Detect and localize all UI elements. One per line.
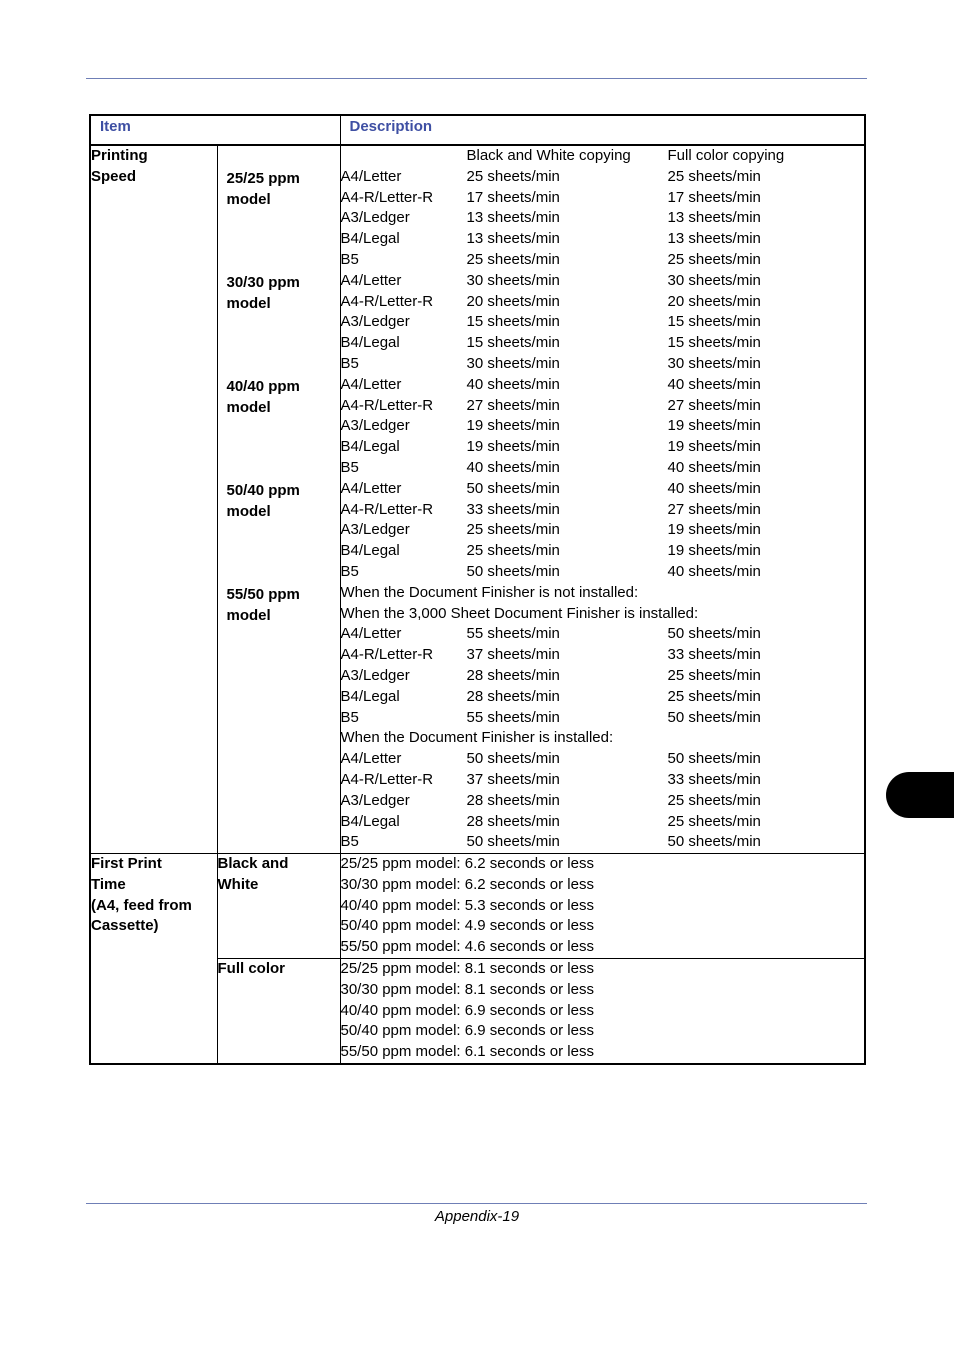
bw-speed: 13 sheets/min [466,209,560,227]
paper-size: A4/Letter [340,375,402,393]
color-speed: 25 sheets/min [667,791,761,809]
speed-row [341,770,865,791]
spec-table [89,114,866,1065]
color-speed: 25 sheets/min [667,167,761,185]
paper-size: A4-R/Letter-R [340,188,434,206]
first-print-time-line: 40/40 ppm model: 6.9 seconds or less [340,1001,594,1019]
bw-speed: 19 sheets/min [466,417,560,435]
bw-speed: 19 sheets/min [466,438,560,456]
color-speed: 40 sheets/min [667,479,761,497]
page-number: Appendix-19 [434,1208,520,1225]
model-label-line: 30/30 ppm [226,273,300,291]
bw-speed: 15 sheets/min [466,313,560,331]
speed-row [341,188,865,209]
color-speed: 25 sheets/min [667,666,761,684]
color-speed: 13 sheets/min [667,230,761,248]
color-speed: 25 sheets/min [667,812,761,830]
first-print-time-line: 25/25 ppm model: 6.2 seconds or less [340,855,594,873]
bw-speed: 27 sheets/min [466,396,560,414]
item-label-line: Printing [91,147,148,164]
paper-size: A3/Ledger [340,417,410,435]
paper-size: B4/Legal [340,687,400,705]
printing-speed-label [90,145,217,854]
item-label-line: First Print [91,855,162,873]
paper-size: A4-R/Letter-R [340,396,434,414]
model-label-line: model [226,294,271,312]
bw-speed: 37 sheets/min [466,646,560,664]
bw-speed: 50 sheets/min [466,750,560,768]
color-speed: 50 sheets/min [667,833,761,851]
model-group-label [227,377,300,419]
bw-speed: 28 sheets/min [466,687,560,705]
paper-size: B5 [340,250,359,268]
first-print-time-line: 55/50 ppm model: 6.1 seconds or less [340,1043,594,1061]
paper-size: A4/Letter [340,271,402,289]
bw-speed: 50 sheets/min [466,833,560,851]
chapter-tab [886,772,954,818]
bw-speed: 55 sheets/min [466,625,560,643]
color-speed: 27 sheets/min [667,396,761,414]
color-speed: 33 sheets/min [667,770,761,788]
model-label-line: model [226,502,271,520]
paper-size: B4/Legal [340,812,400,830]
first-print-time-line: 25/25 ppm model: 8.1 seconds or less [340,960,594,978]
printing-speed-description [340,145,865,854]
color-speed: 13 sheets/min [667,209,761,227]
paper-size: B4/Legal [340,542,400,560]
color-speed: 15 sheets/min [667,313,761,331]
bw-speed: 30 sheets/min [466,354,560,372]
first-print-time-line: 55/50 ppm model: 4.6 seconds or less [340,938,594,956]
item-label-line: Cassette) [91,917,159,935]
full-color-times [340,959,865,1064]
speed-row [341,687,865,708]
color-speed: 40 sheets/min [667,458,761,476]
color-speed: 19 sheets/min [667,542,761,560]
color-speed: 50 sheets/min [667,750,761,768]
color-speed: 33 sheets/min [667,646,761,664]
finisher-note: When the Document Finisher is installed: [340,729,614,747]
finisher-note: When the 3,000 Sheet Document Finisher is installed: [340,604,699,622]
bw-speed: 50 sheets/min [466,562,560,580]
speed-row [341,541,865,562]
speed-row [341,437,865,458]
first-print-time-line: 30/30 ppm model: 6.2 seconds or less [340,875,594,893]
speed-row [341,167,865,188]
speed-row [341,375,865,396]
model-label-line: model [226,398,271,416]
paper-size: A3/Ledger [340,209,410,227]
bw-speed: 20 sheets/min [466,292,560,310]
speed-row [341,583,865,604]
color-speed: 30 sheets/min [667,271,761,289]
paper-size: A4-R/Letter-R [340,646,434,664]
model-label-line: model [226,606,271,624]
black-and-white-times [340,854,865,959]
bw-speed: 40 sheets/min [466,375,560,393]
speed-row [341,624,865,645]
speed-row [341,604,865,625]
first-print-time-line: 30/30 ppm model: 8.1 seconds or less [340,980,594,998]
speed-row [341,562,865,583]
color-speed: 27 sheets/min [667,500,761,518]
speed-row [341,708,865,729]
speed-row [341,416,865,437]
model-group-label [227,273,300,315]
speed-row [341,666,865,687]
paper-size: B5 [340,562,359,580]
speed-row [341,292,865,313]
color-speed: 30 sheets/min [667,354,761,372]
model-label-line: model [226,190,271,208]
speed-row [341,229,865,250]
model-group-label [227,585,300,627]
paper-size: B5 [340,458,359,476]
bw-speed: 33 sheets/min [466,500,560,518]
black-and-white-label [217,854,340,959]
table-header-row [90,115,865,145]
paper-size: A4/Letter [340,750,402,768]
color-speed: 50 sheets/min [667,625,761,643]
first-print-bw-row [90,854,865,959]
model-label-line: 55/50 ppm [226,585,300,603]
model-label-line: 25/25 ppm [226,169,300,187]
speed-row [341,520,865,541]
paper-size: B4/Legal [340,334,400,352]
item-label-line: (A4, feed from [91,896,192,914]
bw-speed: 25 sheets/min [466,250,560,268]
column-header [341,146,467,167]
item-label-line: Speed [91,167,137,185]
first-print-time-label [90,854,217,1064]
paper-size: A3/Ledger [340,791,410,809]
column-header: Black and White copying [466,147,631,164]
model-group-label [227,169,300,211]
color-speed: 50 sheets/min [667,708,761,726]
sub-label-line: White [217,875,259,893]
first-print-time-line: 40/40 ppm model: 5.3 seconds or less [340,896,594,914]
speed-row [341,728,865,749]
speed-row [341,749,865,770]
speed-row [341,812,865,833]
model-label-line: 40/40 ppm [226,377,300,395]
bw-speed: 30 sheets/min [466,271,560,289]
paper-size: A4-R/Letter-R [340,770,434,788]
footer-rule [86,1203,867,1204]
finisher-note: When the Document Finisher is not installed: [340,583,639,601]
paper-size: B5 [340,833,359,851]
header-item: Item [90,115,340,145]
sub-label-line: Full color [217,960,285,978]
color-speed: 17 sheets/min [667,188,761,206]
bw-speed: 55 sheets/min [466,708,560,726]
bw-speed: 25 sheets/min [466,542,560,560]
speed-row [341,479,865,500]
model-label-line: 50/40 ppm [226,481,300,499]
color-speed: 40 sheets/min [667,375,761,393]
paper-size: A3/Ledger [340,666,410,684]
first-print-time-line: 50/40 ppm model: 4.9 seconds or less [340,917,594,935]
bw-speed: 17 sheets/min [466,188,560,206]
color-speed: 20 sheets/min [667,292,761,310]
model-group-label [227,481,300,523]
speed-row [341,271,865,292]
speed-row [341,500,865,521]
color-speed: 25 sheets/min [667,250,761,268]
paper-size: B5 [340,354,359,372]
bw-speed: 25 sheets/min [466,167,560,185]
paper-size: B5 [340,708,359,726]
speed-row [341,354,865,375]
bw-speed: 28 sheets/min [466,812,560,830]
speed-row [341,458,865,479]
full-color-label [217,959,340,1064]
bw-speed: 15 sheets/min [466,334,560,352]
bw-speed: 28 sheets/min [466,791,560,809]
bw-speed: 13 sheets/min [466,230,560,248]
speed-row [341,832,865,853]
bw-speed: 50 sheets/min [466,479,560,497]
model-labels [217,145,340,854]
item-label-line: Time [91,875,126,893]
speed-row [341,312,865,333]
paper-size: A4-R/Letter-R [340,292,434,310]
color-speed: 19 sheets/min [667,438,761,456]
paper-size: A4-R/Letter-R [340,500,434,518]
paper-size: B4/Legal [340,438,400,456]
speed-row [341,645,865,666]
bw-speed: 28 sheets/min [466,666,560,684]
color-speed: 40 sheets/min [667,562,761,580]
color-speed: 19 sheets/min [667,521,761,539]
speed-row [341,208,865,229]
header-description: Description [340,115,865,145]
printing-speed-row [90,145,865,854]
speed-column-headers [341,146,865,167]
paper-size: A3/Ledger [340,521,410,539]
speed-row [341,396,865,417]
paper-size: A4/Letter [340,479,402,497]
speed-row [341,333,865,354]
color-speed: 15 sheets/min [667,334,761,352]
paper-size: A4/Letter [340,167,402,185]
bw-speed: 25 sheets/min [466,521,560,539]
sub-label-line: Black and [217,855,289,873]
header-rule [86,78,867,79]
speed-row [341,791,865,812]
paper-size: A4/Letter [340,625,402,643]
bw-speed: 37 sheets/min [466,770,560,788]
first-print-time-line: 50/40 ppm model: 6.9 seconds or less [340,1022,594,1040]
paper-size: A3/Ledger [340,313,410,331]
paper-size: B4/Legal [340,230,400,248]
bw-speed: 40 sheets/min [466,458,560,476]
column-header: Full color copying [667,147,785,164]
color-speed: 19 sheets/min [667,417,761,435]
speed-row [341,250,865,271]
color-speed: 25 sheets/min [667,687,761,705]
